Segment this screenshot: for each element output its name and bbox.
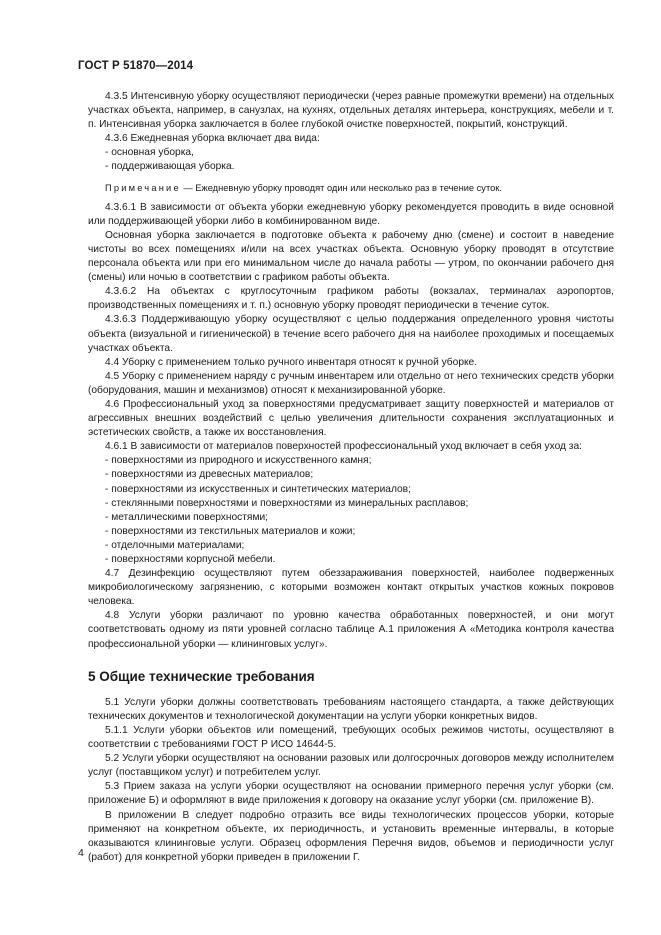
paragraph-4-6: 4.6 Профессиональный уход за поверхностями предусматривает защиту поверхностей и материалов от агрессивных внешних воздействий с целью увеличения длительности сохранения эксплуатационных и эстетических свойств, а также их восстановления. bbox=[88, 398, 614, 439]
page-number: 4 bbox=[78, 847, 84, 859]
note-text: — Ежедневную уборку проводят один или несколько раз в течение суток. bbox=[180, 182, 502, 193]
page-content bbox=[88, 90, 614, 865]
paragraph-4-6-1: 4.6.1 В зависимости от материалов поверхностей профессиональный уход включает в себя уход за: bbox=[105, 441, 582, 453]
paragraph-5-1: 5.1 Услуги уборки должны соответствовать требованиям настоящего стандарта, а также действующих технических документов и технологической документации на услуги уборки конкретных видов. bbox=[88, 696, 614, 722]
paragraph-4-8: 4.8 Услуги уборки различают по уровню качества обработанных поверхностей, и они могут соответствовать одному из пяти уровней согласно таблице А.1 приложения А «Методика контроля качества профессиональной уборки — клининговых услуг». bbox=[88, 610, 614, 650]
paragraph-4-3-6-3: 4.3.6.3 Поддерживающую уборку осуществляют с целью поддержания определенного уровня чистоты объекта (визуальной и гигиенической) в течение всего рабочего дня на наиболее проходимых и посещаемых участках объекта. bbox=[88, 314, 614, 354]
paragraph-4-3-6: 4.3.6 Ежедневная уборка включает два вида: bbox=[105, 133, 320, 145]
paragraph-5-2: 5.2 Услуги уборки осуществляют на основании разовых или долгосрочных договоров между исполнителем услуг (поставщиком услуг) и потребителем услуг. bbox=[88, 753, 614, 779]
list-item: - металлическими поверхностями; bbox=[105, 511, 268, 523]
paragraph-4-5: 4.5 Уборку с применением наряду с ручным инвентарем или отдельно от него технических средств уборки (оборудования, машин и механизмов) относят к механизированной уборке. bbox=[88, 370, 614, 396]
list-item: - поддерживающая уборка. bbox=[105, 161, 235, 173]
list-item: - поверхностями из древесных материалов; bbox=[105, 469, 314, 481]
section-title: 5 Общие технические требования bbox=[88, 668, 315, 684]
list-item: - основная уборка, bbox=[105, 147, 194, 159]
paragraph-5-3: 5.3 Прием заказа на услуги уборки осуществляют на основании примерного перечня услуг уборки (см. приложение Б) и оформляют в виде приложения к договору на оказание услуг уборки (см. приложение В). bbox=[88, 781, 614, 807]
list-item: - поверхностями из природного и искусственного камня; bbox=[105, 455, 372, 467]
list-item: - поверхностями корпусной мебели. bbox=[105, 554, 276, 565]
paragraph-4-7: 4.7 Дезинфекцию осуществляют путем обеззараживания поверхностей, наиболее подверженных микробиологическому загрязнению, с которыми возможен контакт открытых участков кожных покровов человека. bbox=[88, 568, 614, 608]
paragraph-4-3-5: 4.3.5 Интенсивную уборку осуществляют периодически (через равные промежутки времени) на отдельных участках объекта, например, в санузлах, на кухнях, отдельных деталях интерьера, конструкциях, мебели и т. п. Интенсивная уборка заключается в более глубокой очистке поверхностей, покрытий, конструкций. bbox=[88, 91, 614, 131]
paragraph-main-cleaning: Основная уборка заключается в подготовке объекта к рабочему дню (смене) и состоит в наведение чистоты во всех помещениях и/или на всех участках объекта. Основную уборку проводят в отсутствие персонала объекта или при его минимальном числе до начала работы — утром, по окончании рабочего дня (смены) или ночью в соответствии с графиком работы объекта. bbox=[88, 229, 614, 284]
note-label: Примечание bbox=[105, 182, 181, 193]
paragraph-appendix-v: В приложении В следует подробно отразить все виды технологических процессов уборки, которые применяют на конкретном объекте, их периодичность, и установить временные интервалы, в которые оказываются клининговые услуги. Образец оформления Перечня видов, объемов и периодичности услуг (работ) для конкретной уборки приведен в приложении Г. bbox=[88, 809, 614, 863]
list-item: - поверхностями из искусственных и синтетических материалов; bbox=[105, 483, 411, 495]
note bbox=[105, 181, 614, 195]
list-item: - стеклянными поверхностями и поверхностями из минеральных расплавов; bbox=[105, 497, 469, 509]
list-item: - поверхностями из текстильных материалов и кожи; bbox=[105, 525, 356, 537]
list-item: - отделочными материалами; bbox=[105, 539, 245, 551]
paragraph-4-4: 4.4 Уборку с применением только ручного инвентаря относят к ручной уборке. bbox=[105, 356, 478, 368]
paragraph-4-3-6-2: 4.3.6.2 На объектах с круглосуточным графиком работы (вокзалах, терминалах аэропортов, производственных помещениях и т. п.) основную уборку проводят периодически в течение суток. bbox=[88, 286, 614, 312]
paragraph-5-1-1: 5.1.1 Услуги уборки объектов или помещений, требующих особых режимов чистоты, осуществляют в соответствии с требованиями ГОСТ Р ИСО 14644-5. bbox=[88, 724, 614, 751]
document-header: ГОСТ Р 51870—2014 bbox=[78, 60, 194, 72]
paragraph-4-3-6-1: 4.3.6.1 В зависимости от объекта уборки ежедневную уборку рекомендуется проводить в виде основной или поддерживающей уборки либо в комбинированном виде. bbox=[88, 201, 614, 227]
